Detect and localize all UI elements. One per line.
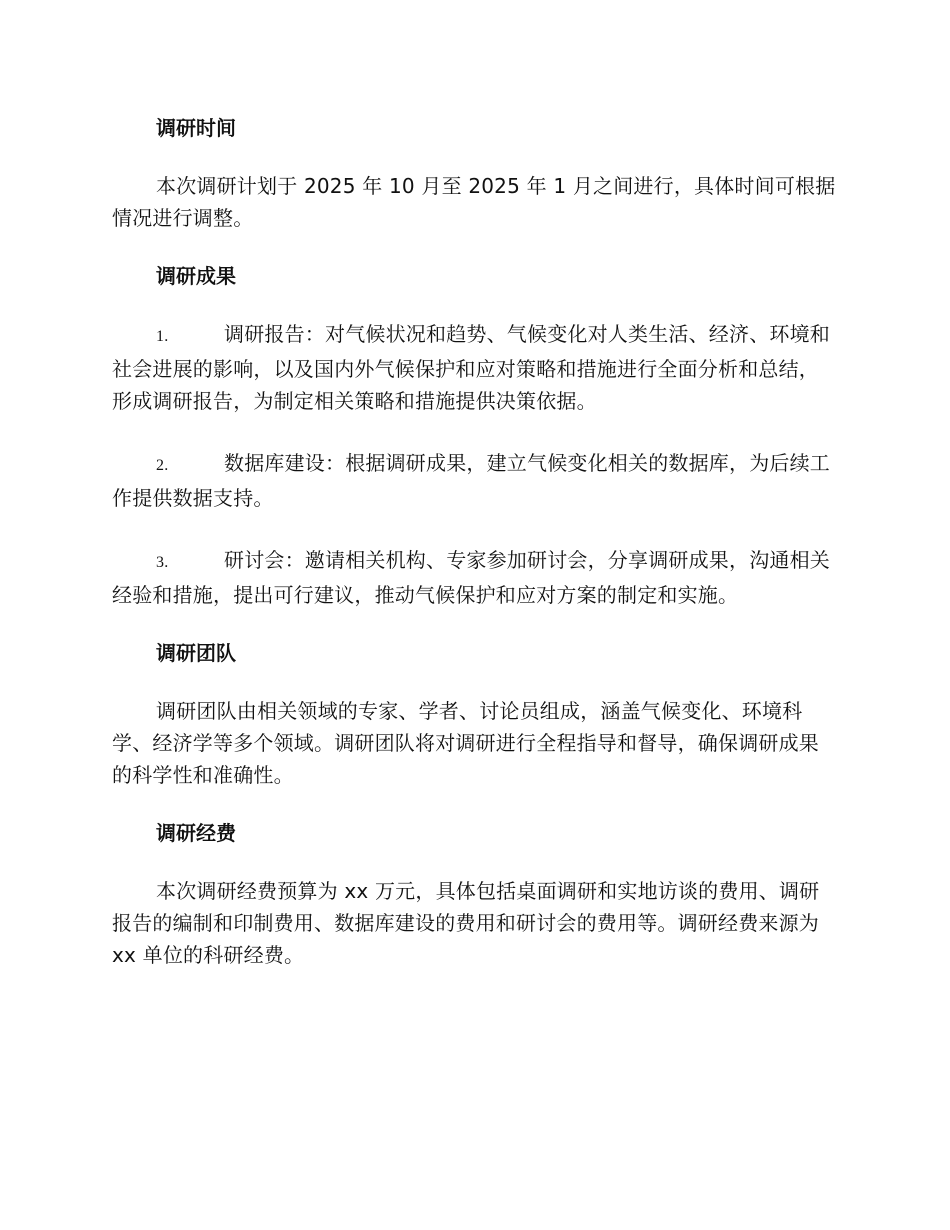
section-heading-results: 调研成果 [156, 264, 236, 288]
document-page [112, 112, 838, 971]
team-paragraph: 调研团队由相关领域的专家、学者、讨论员组成，涵盖气候变化、环境科学、经济学等多个领域。调研团队将对调研进行全程指导和督导，确保调研成果的科学性和准确性。 [112, 699, 819, 787]
list-item-text: 调研报告：对气候状况和趋势、气候变化对人类生活、经济、环境和社会进展的影响，以及国内外气候保护和应对策略和措施进行全面分析和总结，形成调研报告，为制定相关策略和措施提供决策依据。 [112, 322, 830, 413]
section-heading-budget: 调研经费 [156, 821, 236, 845]
list-item-number: 3. [156, 554, 169, 571]
list-item [112, 544, 838, 611]
list-item-text: 研讨会：邀请相关机构、专家参加研讨会，分享调研成果，沟通相关经验和措施，提出可行建议，推动气候保护和应对方案的制定和实施。 [112, 548, 830, 607]
section-heading-team: 调研团队 [156, 641, 236, 665]
list-item-number: 1. [156, 328, 169, 345]
list-item [112, 447, 838, 514]
list-item-number: 2. [156, 457, 169, 474]
list-item [112, 318, 838, 417]
time-paragraph: 本次调研计划于 2025 年 10 月至 2025 年 1 月之间进行，具体时间可根据情况进行调整。 [112, 174, 836, 230]
section-heading-time: 调研时间 [156, 116, 236, 140]
budget-paragraph: 本次调研经费预算为 xx 万元，具体包括桌面调研和实地访谈的费用、调研报告的编制和印制费用、数据库建设的费用和研讨会的费用等。调研经费来源为 xx 单位的科研经费。 [112, 879, 820, 967]
list-item-text: 数据库建设：根据调研成果，建立气候变化相关的数据库，为后续工作提供数据支持。 [112, 451, 830, 510]
